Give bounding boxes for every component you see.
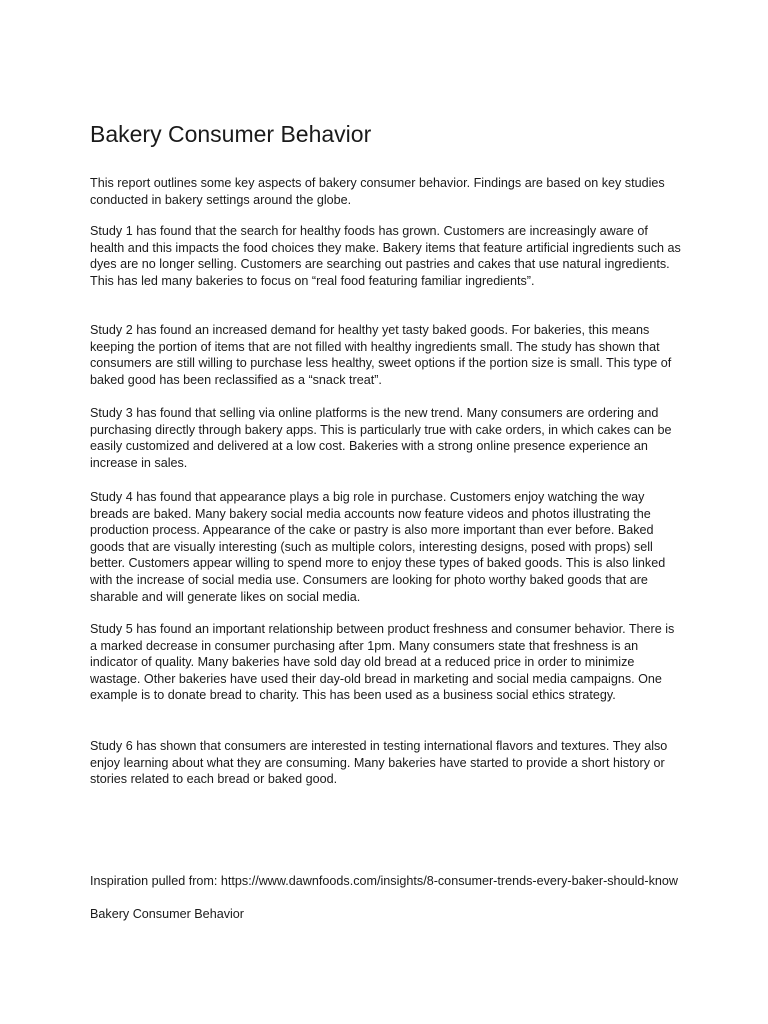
study-4-paragraph: Study 4 has found that appearance plays a big role in purchase. Customers enjoy watching the way breads are baked. Many bakery social media accounts now feature videos and photos illustrating the production process. Appearance of the cake or pastry is also more important than ever before. Baked goods that are visually interesting (such as multiple colors, interesting designs, posed with props) sell better. Customers appear willing to spend more to enjoy these types of baked goods. This is also linked with the increase of social media use. Consumers are looking for photo worthy baked goods that are sharable and will generate likes on social media. [90, 490, 666, 604]
document-title: Bakery Consumer Behavior [90, 121, 372, 147]
study-6-paragraph: Study 6 has shown that consumers are interested in testing international flavors and textures. They also enjoy learning about what they are consuming. Many bakeries have started to provide a short history or stories related to each bread or baked good. [90, 739, 668, 787]
study-2-paragraph: Study 2 has found an increased demand for healthy yet tasty baked goods. For bakeries, this means keeping the portion of items that are not filled with healthy ingredients small. The study has shown that consumers are still willing to purchase less healthy, sweet options if the portion size is small. This type of baked good has been reclassified as a “snack treat”. [90, 323, 672, 387]
study-3-paragraph: Study 3 has found that selling via online platforms is the new trend. Many consumers are ordering and purchasing directly through bakery apps. This is particularly true with cake orders, in which cakes can be easily customized and delivered at a low cost. Bakeries with a strong online presence experience an increase in sales. [90, 406, 672, 470]
study-1-paragraph: Study 1 has found that the search for healthy foods has grown. Customers are increasingly aware of health and this impacts the food choices they make. Bakery items that feature artificial ingredients such as dyes are no longer selling. Customers are searching out pastries and cakes that use natural ingredients. This has led many bakeries to focus on “real food featuring familiar ingredients”. [90, 224, 681, 288]
source-citation: Inspiration pulled from: https://www.dawnfoods.com/insights/8-consumer-trends-every-baker-should-know [90, 874, 678, 888]
footer-title: Bakery Consumer Behavior [90, 907, 244, 921]
intro-paragraph: This report outlines some key aspects of bakery consumer behavior. Findings are based on key studies conducted in bakery settings around the globe. [90, 176, 665, 207]
study-5-paragraph: Study 5 has found an important relationship between product freshness and consumer behavior. There is a marked decrease in consumer purchasing after 1pm. Many consumers state that freshness is an indicator of quality. Many bakeries have sold day old bread at a reduced price in order to minimize wastage. Other bakeries have used their day-old bread in marketing and social media campaigns. One example is to donate bread to charity. This has been used as a business social ethics strategy. [90, 622, 675, 703]
